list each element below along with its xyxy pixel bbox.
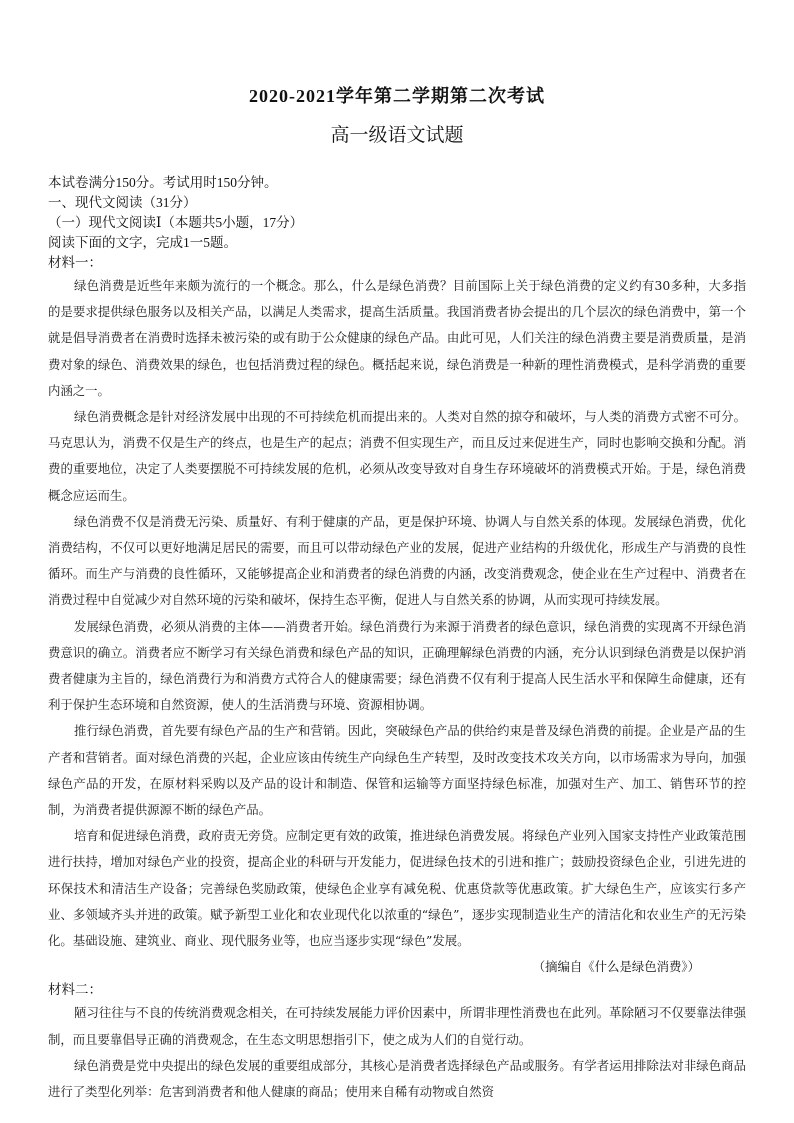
material-two-paragraph: 绿色消费是党中央提出的绿色发展的重要组成部分，其核心是消费者选择绿色产品或服务。有学者运用排除法对非绿色商品进行了类型化列举：危害到消费者和他人健康的商品；使用来自稀有动物或自然资	[48, 1057, 746, 1100]
reading-instruction: 阅读下面的文字，完成1一5题。	[48, 235, 237, 250]
material-one-paragraph: 绿色消费是近些年来颇为流行的一个概念。那么，什么是绿色消费？目前国际上关于绿色消费的定义约有30多种，大多指的是要求提供绿色服务以及相关产品，以满足人类需求，提高生活质量。我国消费者协会提出的几个层次的绿色消费中，第一个就是倡导消费者在消费时选择未被污染的或有助于公众健康的绿色产品。由此可见，人们关注的绿色消费主要是消费质量，是消费对象的绿色、消费效果的绿色，也包括消费过程的绿色。概括起来说，绿色消费是一种新的理性消费模式，是科学消费的重要内涵之一。	[48, 278, 746, 398]
material-one-label: 材料一：	[48, 255, 102, 270]
material-one-source: （摘编自《什么是绿色消费》）	[532, 959, 700, 975]
material-two	[48, 980, 746, 1105]
material-one-paragraph: 推行绿色消费，首先要有绿色产品的生产和营销。因此，突破绿色产品的供给约束是普及绿色消费的前提。企业是产品的生产者和营销者。面对绿色消费的兴起，企业应该由传统生产向绿色生产转型，及时改变技术攻关方向，以市场需求为导向，加强绿色产品的开发，在原材料采购以及产品的设计和制造、保管和运输等方面坚持绿色标准，加强对生产、加工、销售环节的控制，为消费者提供源源不断的绿色产品。	[48, 723, 746, 818]
exam-title: 2020-2021学年第二学期第二次考试	[249, 86, 545, 106]
material-two-label: 材料二：	[48, 982, 102, 998]
material-two-paragraph: 陋习往往与不良的传统消费观念相关，在可持续发展能力评价因素中，所谓非理性消费也在此列。革除陋习不仅要靠法律强制，而且要靠倡导正确的消费观念，在生态文明思想指引下，使之成为人们的自觉行动。	[48, 1005, 746, 1047]
intro-section	[48, 173, 746, 273]
material-one-paragraph: 发展绿色消费，必须从消费的主体——消费者开始。绿色消费行为来源于消费者的绿色意识，绿色消费的实现离不开绿色消费意识的确立。消费者应不断学习有关绿色消费和绿色产品的知识，正确理解绿色消费的内涵，充分认识到绿色消费是以保护消费者健康为主旨的，绿色消费行为和消费方式符合人的健康需要；绿色消费不仅有利于提高人民生活水平和保障生命健康，还有利于保护生态环境和自然资源，使人的生活消费与环境、资源相协调。	[48, 618, 746, 713]
exam-subtitle: 高一级语文试题	[330, 125, 464, 146]
section-heading: 一、现代文阅读（31分）	[48, 195, 197, 210]
subsection-heading: （一）现代文阅读Ⅰ（本题共5小题，17分）	[48, 215, 304, 230]
material-one-paragraph: 培育和促进绿色消费，政府责无旁贷。应制定更有效的政策，推进绿色消费发展。将绿色产业列入国家支持性产业政策范围进行扶持，增加对绿色产业的投资，提高企业的科研与开发能力，促进绿色技术的引进和推广；鼓励投资绿色企业，引进先进的环保技术和清洁生产设备；完善绿色奖励政策，使绿色企业享有减免税、优惠贷款等优惠政策。扩大绿色生产，应该实行多产业、多领域齐头并进的政策。赋予新型工业化和农业现代化以浓重的“绿色”，逐步实现制造业生产的清洁化和农业生产的无污染化。基础设施、建筑业、商业、现代服务业等，也应当逐步实现“绿色”发展。	[48, 828, 746, 949]
material-one	[48, 273, 746, 980]
material-one-paragraph: 绿色消费不仅是消费无污染、质量好、有利于健康的产品，更是保护环境、协调人与自然关系的体现。发展绿色消费，优化消费结构，不仅可以更好地满足居民的需要，而且可以带动绿色产业的发展，促进产业结构的升级优化，形成生产与消费的良性循环。而生产与消费的良性循环，又能够提高企业和消费者的绿色消费的内涵，改变消费观念，使企业在生产过程中、消费者在消费过程中自觉减少对自然环境的污染和破坏，保持生态平衡，促进人与自然关系的协调，从而实现可持续发展。	[48, 513, 746, 608]
exam-info-line: 本试卷满分150分。考试用时150分钟。	[48, 175, 278, 190]
material-one-paragraph: 绿色消费概念是针对经济发展中出现的不可持续危机而提出来的。人类对自然的掠夺和破坏，与人类的消费方式密不可分。马克思认为，消费不仅是生产的终点，也是生产的起点；消费不但实现生产，而且反过来促进生产，同时也影响交换和分配。消费的重要地位，决定了人类要摆脱不可持续发展的危机，必须从改变导致对自身生存环境破坏的消费模式开始。于是，绿色消费概念应运而生。	[48, 409, 746, 503]
